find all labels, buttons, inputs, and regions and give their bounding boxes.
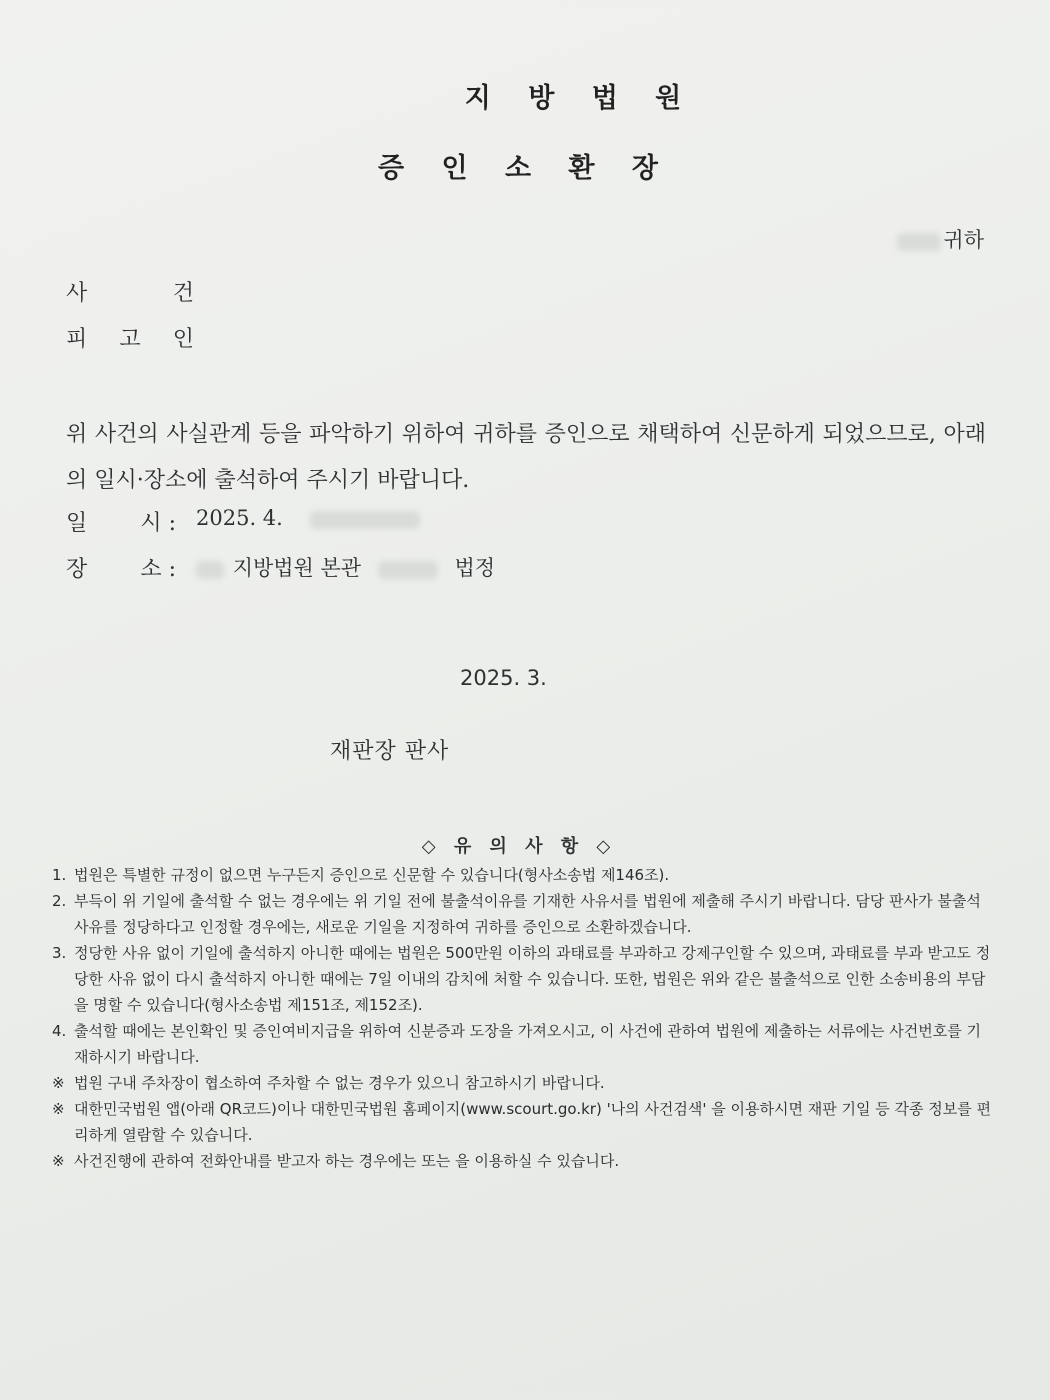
place-value-courtroom: 법정 xyxy=(454,556,496,580)
place-value xyxy=(196,552,495,582)
notice-item-text: 법원은 특별한 규정이 없으면 누구든지 증인으로 신문할 수 있습니다(형사소송법 제146조). xyxy=(74,866,670,884)
date-label xyxy=(66,506,176,537)
notice-item-number: ※ xyxy=(52,1152,65,1170)
judge-title: 재판장 판사 xyxy=(330,739,450,764)
case-label xyxy=(66,276,196,307)
notice-item xyxy=(52,862,992,888)
case-label-char: 사 xyxy=(66,281,90,306)
notice-item-text: 정당한 사유 없이 기일에 출석하지 아니한 때에는 법원은 500만원 이하의 과태료를 부과하고 강제구인할 수 있으며, 과태료를 부과 받고도 정당한 사유 없이 다시 출석하지 아니한 때에는 7일 이내의 감치에 처할 수 있습니다. 또한, 법원은 위와 같은 불출석으로 인한 소송비용의 부담을 명할 수 있습니다(형사소송법 제151조, 제152조). xyxy=(74,944,991,1014)
defendant-label xyxy=(66,322,196,353)
date-label-char: 일 xyxy=(66,511,88,536)
date-value-text: 2025. 4. xyxy=(196,506,283,530)
redacted-name xyxy=(897,233,941,251)
notice-item-number: ※ xyxy=(52,1100,65,1118)
notice-item xyxy=(52,888,992,940)
notice-item xyxy=(52,940,992,1018)
place-label-char: 장 xyxy=(66,557,88,582)
defendant-label-char: 인 xyxy=(172,327,196,352)
notice-item xyxy=(52,1096,992,1148)
date-label-char: 시 : xyxy=(140,511,176,536)
notice-item-text: 출석할 때에는 본인확인 및 증인여비지급을 위하여 신분증과 도장을 가져오시고, 이 사건에 관하여 법원에 제출하는 서류에는 사건번호를 기재하시기 바랍니다. xyxy=(74,1022,981,1066)
defendant-label-char: 피 xyxy=(66,327,90,352)
notice-item-number: 3. xyxy=(52,944,67,962)
notice-item-number: 1. xyxy=(52,866,67,884)
place-label-char: 소 : xyxy=(140,557,176,582)
notice-item-number: 2. xyxy=(52,892,67,910)
issue-date: 2025. 3. xyxy=(460,666,547,690)
redacted-room xyxy=(378,561,438,579)
defendant-label-char: 고 xyxy=(119,327,143,352)
notice-item-text: 사건진행에 관하여 전화안내를 받고자 하는 경우에는 또는 을 이용하실 수 있습니다. xyxy=(74,1152,620,1170)
addressee-suffix: 귀하 xyxy=(943,228,984,252)
notice-list xyxy=(52,862,992,1174)
notice-item-number: ※ xyxy=(52,1074,65,1092)
summons-paragraph: 위 사건의 사실관계 등을 파악하기 위하여 귀하를 증인으로 채택하여 신문하게 되었으므로, 아래의 일시·장소에 출석하여 주시기 바랍니다. xyxy=(66,422,986,493)
document-title: 증 인 소 환 장 xyxy=(377,153,672,184)
notice-item-number: 4. xyxy=(52,1022,67,1040)
notice-item xyxy=(52,1018,992,1070)
notice-item-text: 부득이 위 기일에 출석할 수 없는 경우에는 위 기일 전에 불출석이유를 기재한 사유서를 법원에 제출해 주시기 바랍니다. 담당 판사가 불출석 사유를 정당하다고 인정할 경우에는, 새로운 기일을 지정하여 귀하를 증인으로 소환하겠습니다. xyxy=(74,892,981,936)
notice-item xyxy=(52,1148,992,1174)
notice-item-text: 대한민국법원 앱(아래 QR코드)이나 대한민국법원 홈페이지(www.scourt.go.kr) '나의 사건검색' 을 이용하시면 재판 기일 등 각종 정보를 편리하게 열람할 수 있습니다. xyxy=(74,1100,991,1144)
date-value xyxy=(196,506,422,530)
notice-item-text: 법원 구내 주차장이 협소하여 주차할 수 없는 경우가 있으니 참고하시기 바랍니다. xyxy=(74,1074,605,1092)
addressee xyxy=(897,224,984,254)
place-value-court: 지방법원 본관 xyxy=(232,556,362,580)
redacted-region xyxy=(196,561,224,579)
place-label xyxy=(66,552,176,583)
notice-title: ◇ 유 의 사 항 ◇ xyxy=(421,836,617,857)
redacted-date xyxy=(310,511,420,529)
case-label-char: 건 xyxy=(172,281,196,306)
notice-item xyxy=(52,1070,992,1096)
court-name: 지 방 법 원 xyxy=(464,83,696,114)
